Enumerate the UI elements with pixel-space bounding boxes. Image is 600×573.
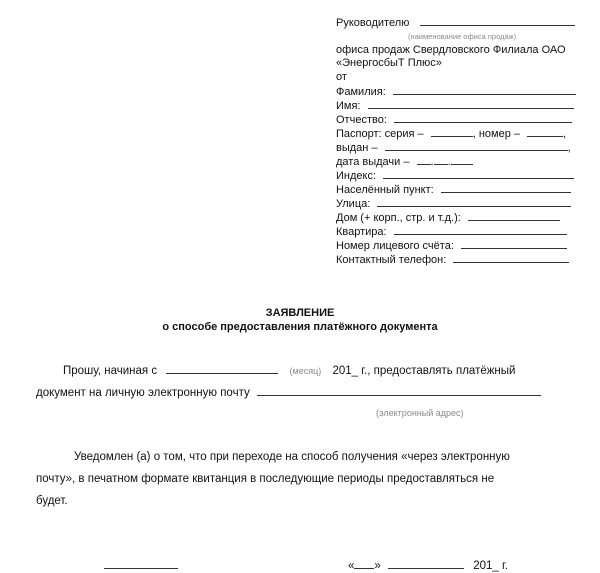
date-row — [348, 559, 508, 572]
phone-line — [453, 253, 569, 263]
surname-line — [393, 85, 576, 95]
document-subtitle: о способе предоставления платёжного документа — [162, 321, 438, 333]
office-name-hint: (наименование офиса продаж) — [408, 32, 517, 41]
index-label: Индекс: — [336, 170, 377, 182]
name-row — [336, 99, 574, 113]
request-year-text: 201_ г., предоставлять платёжный — [332, 365, 516, 377]
issue-date-sep-1: . — [430, 156, 434, 168]
locality-label: Населённый пункт: — [336, 184, 434, 196]
email-line — [257, 386, 541, 396]
notice-line-2: почту», в печатном формате квитанция в последующие периоды предоставляться не — [36, 473, 495, 485]
account-line — [461, 239, 567, 249]
account-label: Номер лицевого счёта: — [336, 240, 454, 252]
start-month-line — [166, 364, 278, 374]
notice-line-3: будет. — [36, 495, 68, 507]
house-label: Дом (+ корп., стр. и т.д.): — [336, 212, 461, 224]
passport-series-label: Паспорт: серия – — [336, 128, 424, 140]
passport-number-label: , номер – — [472, 128, 520, 140]
date-day-line — [354, 559, 374, 569]
to-label: Руководителю — [336, 17, 410, 29]
office-line-2: «ЭнергосбыТ Плюс» — [336, 57, 442, 69]
issued-row — [336, 141, 571, 155]
date-close-quote: » — [374, 560, 381, 572]
issue-day-line — [417, 155, 431, 165]
issued-end: , — [567, 142, 571, 154]
document-title: ЗАЯВЛЕНИЕ — [265, 307, 335, 319]
patronymic-row — [336, 113, 572, 127]
issue-date-label: дата выдачи – — [336, 156, 410, 168]
locality-row — [336, 183, 571, 197]
street-label: Улица: — [336, 198, 371, 210]
from-label: от — [336, 71, 347, 83]
street-row — [336, 197, 571, 211]
issued-line — [385, 141, 568, 151]
email-hint: (электронный адрес) — [376, 408, 464, 418]
passport-series-line — [431, 127, 473, 137]
addressee-row — [336, 16, 575, 30]
issued-label: выдан – — [336, 142, 378, 154]
month-hint: (месяц) — [289, 366, 322, 376]
office-name-line — [420, 16, 575, 26]
passport-number-line — [527, 127, 563, 137]
surname-row — [336, 85, 576, 99]
request-line-1 — [63, 364, 515, 377]
issue-month-line — [434, 155, 448, 165]
account-row — [336, 239, 567, 253]
office-line-1: офиса продаж Свердловского Филиала ОАО — [336, 44, 566, 56]
street-line — [377, 197, 571, 207]
house-line — [468, 211, 560, 221]
phone-label: Контактный телефон: — [336, 254, 447, 266]
date-open-quote: « — [348, 560, 355, 572]
date-month-line — [388, 559, 464, 569]
locality-line — [441, 183, 571, 193]
apartment-row — [336, 225, 567, 239]
phone-row — [336, 253, 569, 267]
index-row — [336, 169, 574, 183]
date-year: 201_ г. — [473, 560, 508, 572]
signature-row — [104, 559, 178, 572]
issue-date-sep-2: . — [447, 156, 451, 168]
request-start: Прошу, начиная с — [63, 365, 158, 377]
apartment-label: Квартира: — [336, 226, 387, 238]
request-line-2 — [36, 386, 541, 399]
patronymic-line — [394, 113, 572, 123]
issue-date-row — [336, 155, 473, 169]
patronymic-label: Отчество: — [336, 114, 387, 126]
name-label: Имя: — [336, 100, 361, 112]
email-request-text: документ на личную электронную почту — [36, 387, 250, 399]
notice-line-1: Уведомлен (а) о том, что при переходе на способ получения «через электронную — [74, 451, 510, 463]
signature-line — [104, 559, 178, 569]
issue-year-line — [451, 155, 473, 165]
passport-end: , — [563, 128, 567, 140]
name-line — [368, 99, 574, 109]
index-line — [383, 169, 574, 179]
passport-row — [336, 127, 566, 141]
surname-label: Фамилия: — [336, 86, 386, 98]
apartment-line — [394, 225, 567, 235]
house-row — [336, 211, 560, 225]
